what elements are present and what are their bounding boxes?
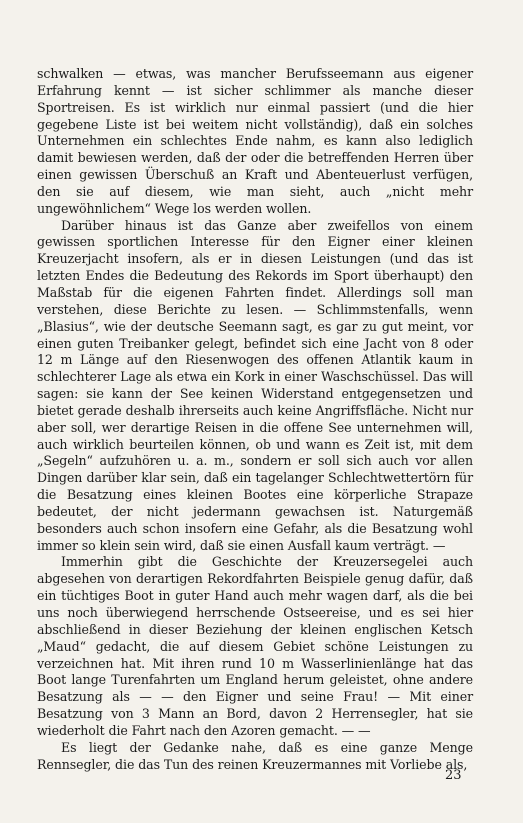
paragraph: schwalken — etwas, was mancher Berufsseemann aus eigener Erfahrung kennt — ist sicher schlimmer als manche dieser Sportreisen. Es ist wirklich nur einmal passiert (und die hier gegebene Liste ist bei weitem nicht vollständig), daß ein solches Unternehmen ein schlechtes Ende nahm, es kann also lediglich damit bewiesen werden, daß der oder die betreffenden Herren über einen gewissen Überschuß an Kraft und Abenteuerlust verfügen, den sie auf diesem, wie man sieht, auch „nicht mehr ungewöhnlichem“ Wege los werden wollen.: [37, 66, 473, 216]
paragraph: Immerhin gibt die Geschichte der Kreuzersegelei auch abgesehen von derartigen Rekordfahrten Beispiele genug dafür, daß ein tüchtiges Boot in guter Hand auch mehr wagen darf, als die bei uns noch überwiegend herrschende Ostseereise, und es sei hier abschließend in dieser Beziehung der kleinen englischen Ketsch „Maud“ gedacht, die auf diesem Gebiet schöne Leistungen zu verzeichnen hat. Mit ihren rund 10 m Wasserlinienlänge hat das Boot lange Turenfahrten um England herum geleistet, ohne andere Besatzung als — — den Eigner und seine Frau! — Mit einer Besatzung von 3 Mann an Bord, davon 2 Herrensegler, hat sie wiederholt die Fahrt nach den Azoren gemacht. — —: [37, 554, 473, 738]
paragraph: Darüber hinaus ist das Ganze aber zweifellos von einem gewissen sportlichen Interesse für den Eigner einer kleinen Kreuzerjacht insofern, als er in diesen Leistungen (und das ist letzten Endes die Bedeutung des Rekords im Sport überhaupt) den Maßstab für die eigenen Fahrten findet. Allerdings soll man verstehen, diese Berichte zu lesen. — Schlimmstenfalls, wenn „Blasius“, wie der deutsche Seemann sagt, es gar zu gut meint, vor einen guten Treibanker gelegt, befindet sich eine Jacht von 8 oder 12 m Länge auf den Riesenwogen des offenen Atlantik kaum in schlechterer Lage als etwa ein Kork in einer Waschschüssel. Das will sagen: sie kann der See keinen Widerstand entgegensetzen und bietet gerade deshalb ihrerseits auch keine Angriffsfläche. Nicht nur aber soll, wer derartige Reisen in die offene See unternehmen will, auch wirklich beurteilen können, ob und wann es Zeit ist, mit dem „Segeln“ aufzuhören u. a. m., sondern er soll sich auch vor allen Dingen darüber klar sein, daß ein tagelanger Schlechtwettertörn für die Besatzung eines kleinen Bootes eine körperliche Strapaze bedeutet, der nicht jedermann gewachsen ist. Naturgemäß besonders auch schon insofern eine Gefahr, als die Besatzung wohl immer so klein sein wird, daß sie einen Ausfall kaum verträgt. —: [37, 217, 473, 553]
page-number: 23: [445, 768, 462, 783]
paragraph: Es liegt der Gedanke nahe, daß es eine ganze Menge Rennsegler, die das Tun des reinen Kreuzermannes mit Vorliebe als,: [37, 739, 473, 772]
body-text: [37, 66, 473, 773]
